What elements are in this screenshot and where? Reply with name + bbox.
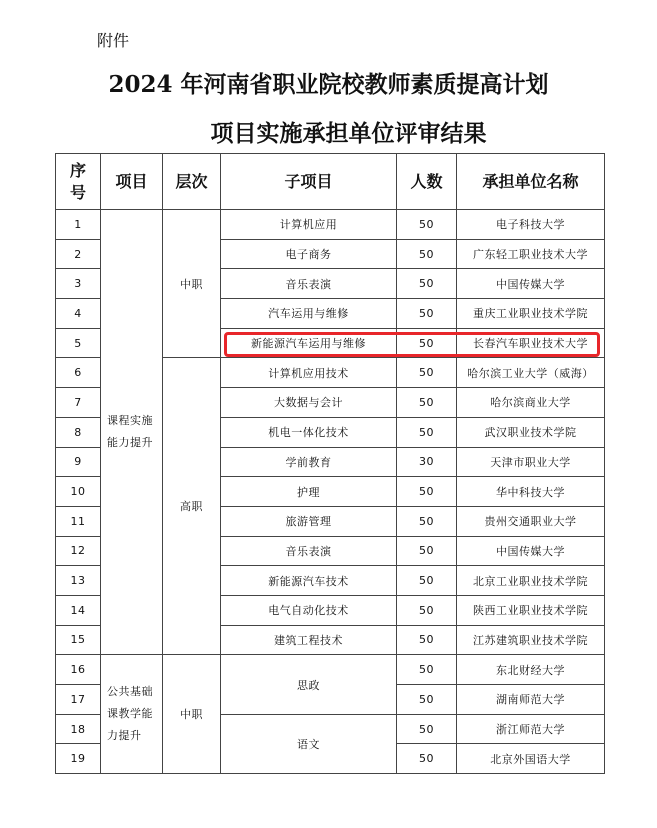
row-count: 50 (397, 388, 457, 418)
row-count: 50 (397, 625, 457, 655)
row-seq: 10 (56, 477, 101, 507)
row-unit: 中国传媒大学 (457, 536, 605, 566)
row-unit: 哈尔滨商业大学 (457, 388, 605, 418)
row-seq: 7 (56, 388, 101, 418)
row-seq: 9 (56, 447, 101, 477)
row-sub-project: 音乐表演 (221, 269, 397, 299)
row-unit: 重庆工业职业技术学院 (457, 299, 605, 329)
row-seq: 17 (56, 685, 101, 715)
row-sub-project: 大数据与会计 (221, 388, 397, 418)
row-count: 50 (397, 566, 457, 596)
row-unit: 哈尔滨工业大学（威海） (457, 358, 605, 388)
table-header-row (56, 154, 605, 210)
row-sub-project: 电气自动化技术 (221, 595, 397, 625)
level-zhongzhi-1: 中职 (163, 210, 221, 358)
header-sub-project: 子项目 (221, 154, 397, 210)
document-title-line1: 2024 年河南省职业院校教师素质提高计划 (108, 71, 549, 98)
row-sub-project: 新能源汽车技术 (221, 566, 397, 596)
attachment-label: 附件 (97, 31, 130, 50)
row-unit: 贵州交通职业大学 (457, 506, 605, 536)
row-seq: 4 (56, 299, 101, 329)
table-row (56, 210, 605, 240)
level-gaozhi: 高职 (163, 358, 221, 655)
row-count: 50 (397, 506, 457, 536)
row-count: 50 (397, 239, 457, 269)
row-count: 50 (397, 536, 457, 566)
row-count: 50 (397, 685, 457, 715)
row-seq: 16 (56, 655, 101, 685)
row-unit: 天津市职业大学 (457, 447, 605, 477)
row-seq: 11 (56, 506, 101, 536)
row-count: 50 (397, 477, 457, 507)
row-sub-project: 建筑工程技术 (221, 625, 397, 655)
sub-project-sizheng: 思政 (221, 655, 397, 714)
row-count: 50 (397, 269, 457, 299)
row-seq: 1 (56, 210, 101, 240)
header-project: 项目 (101, 154, 163, 210)
row-seq: 3 (56, 269, 101, 299)
row-unit: 武汉职业技术学院 (457, 417, 605, 447)
row-unit: 中国传媒大学 (457, 269, 605, 299)
row-seq: 8 (56, 417, 101, 447)
row-seq: 2 (56, 239, 101, 269)
row-count: 50 (397, 655, 457, 685)
row-sub-project: 计算机应用 (221, 210, 397, 240)
row-seq: 18 (56, 714, 101, 744)
row-sub-project: 新能源汽车运用与维修 (221, 328, 397, 358)
row-seq: 5 (56, 328, 101, 358)
row-count: 30 (397, 447, 457, 477)
row-sub-project: 学前教育 (221, 447, 397, 477)
row-unit: 华中科技大学 (457, 477, 605, 507)
row-count: 50 (397, 744, 457, 774)
row-count: 50 (397, 210, 457, 240)
row-unit: 东北财经大学 (457, 655, 605, 685)
row-count: 50 (397, 328, 457, 358)
project-group-1: 课程实施能力提升 (101, 210, 163, 655)
row-seq: 6 (56, 358, 101, 388)
row-sub-project: 旅游管理 (221, 506, 397, 536)
row-sub-project: 计算机应用技术 (221, 358, 397, 388)
row-count: 50 (397, 595, 457, 625)
row-unit: 电子科技大学 (457, 210, 605, 240)
row-seq: 13 (56, 566, 101, 596)
header-seq: 序号 (56, 154, 101, 210)
document-title-line2: 项目实施承担单位评审结果 (210, 120, 487, 147)
header-level: 层次 (163, 154, 221, 210)
row-unit: 北京外国语大学 (457, 744, 605, 774)
sub-project-yuwen: 语文 (221, 714, 397, 773)
level-zhongzhi-2: 中职 (163, 655, 221, 774)
row-count: 50 (397, 714, 457, 744)
row-unit: 浙江师范大学 (457, 714, 605, 744)
row-seq: 15 (56, 625, 101, 655)
row-count: 50 (397, 417, 457, 447)
row-unit: 陕西工业职业技术学院 (457, 595, 605, 625)
row-seq: 19 (56, 744, 101, 774)
row-seq: 14 (56, 595, 101, 625)
row-unit: 湖南师范大学 (457, 685, 605, 715)
row-unit: 北京工业职业技术学院 (457, 566, 605, 596)
row-unit: 江苏建筑职业技术学院 (457, 625, 605, 655)
row-sub-project: 护理 (221, 477, 397, 507)
row-count: 50 (397, 358, 457, 388)
row-sub-project: 汽车运用与维修 (221, 299, 397, 329)
header-count: 人数 (397, 154, 457, 210)
table-row (56, 655, 605, 685)
row-sub-project: 机电一体化技术 (221, 417, 397, 447)
results-table (55, 153, 605, 774)
row-sub-project: 电子商务 (221, 239, 397, 269)
row-sub-project: 音乐表演 (221, 536, 397, 566)
row-count: 50 (397, 299, 457, 329)
row-unit: 长春汽车职业技术大学 (457, 328, 605, 358)
project-group-2: 公共基础课教学能力提升 (101, 655, 163, 774)
header-unit: 承担单位名称 (457, 154, 605, 210)
row-seq: 12 (56, 536, 101, 566)
row-unit: 广东轻工职业技术大学 (457, 239, 605, 269)
